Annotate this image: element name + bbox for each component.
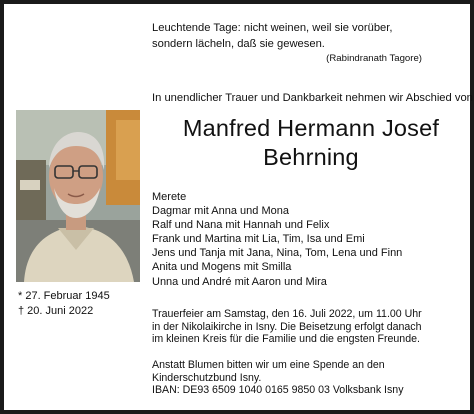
donation-info [152,359,472,397]
service-line: im kleinen Kreis für die Familie und die engsten Freunde. [152,333,420,346]
birth-date: * 27. Februar 1945 [18,290,110,302]
family-member: Frank und Martina mit Lia, Tim, Isa und Emi [152,233,365,246]
name-line: Behrning [263,144,359,170]
deceased-name [152,114,470,172]
quote-line: Leuchtende Tage: nicht weinen, weil sie vorüber, [152,22,393,34]
quote-block [152,20,462,66]
intro-text: In unendlicher Trauer und Dankbarkeit nehmen wir Abschied von [152,92,473,104]
family-member: Ralf und Nana mit Hannah und Felix [152,219,330,232]
family-member: Anita und Mogens mit Smilla [152,261,292,274]
life-dates [18,289,146,318]
family-member: Merete [152,191,187,203]
family-list [152,190,470,289]
death-date: † 20. Juni 2022 [18,304,94,317]
family-member: Jens und Tanja mit Jana, Nina, Tom, Lena und Finn [152,247,403,260]
quote-attribution: (Rabindranath Tagore) [326,53,422,64]
family-member: Unna und André mit Aaron und Mira [152,275,327,288]
service-line: in der Nikolaikirche in Isny. Die Beisetzung erfolgt danach [152,320,422,333]
name-line: Manfred Hermann Josef [182,115,440,141]
quote-line: sondern lächeln, daß sie gewesen. [152,38,325,50]
service-info [152,308,472,346]
family-member: Dagmar mit Anna und Mona [152,205,289,218]
donation-iban: IBAN: DE93 6509 1040 0165 9850 03 Volksbank Isny [152,384,404,397]
donation-line: Kinderschutzbund Isny. [152,371,262,384]
donation-line: Anstatt Blumen bitten wir um eine Spende an den [152,359,385,371]
portrait-photo [16,110,140,282]
service-line: Trauerfeier am Samstag, den 16. Juli 2022, um 11.00 Uhr [152,308,422,320]
